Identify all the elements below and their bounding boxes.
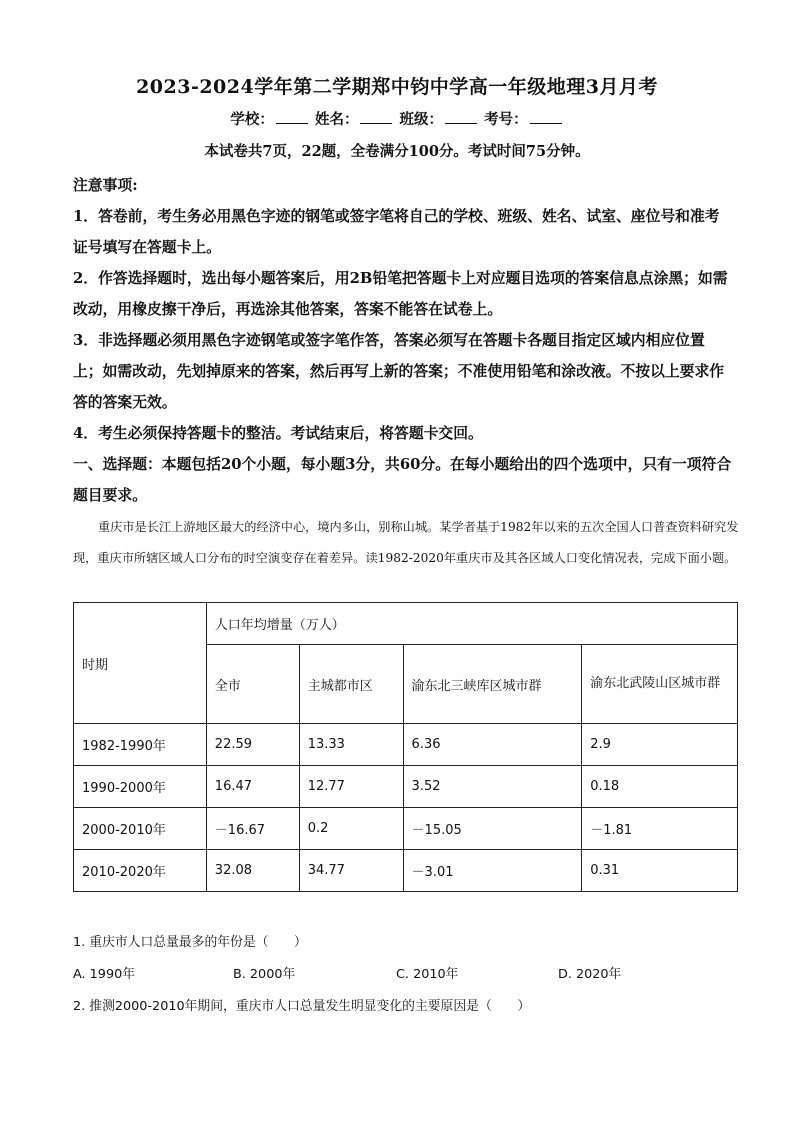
value-cell: 32.08 [206, 850, 299, 892]
q1-option-b[interactable]: B. 2000年 [233, 967, 296, 982]
value-cell: 0.31 [582, 850, 738, 892]
value-cell: 3.52 [403, 766, 582, 808]
section-heading: 一、选择题：本题包括20个小题，每小题3分，共60分。在每小题给出的四个选项中，只有一项符合题目要求。 [73, 456, 732, 504]
exam-number-label: 考号： [484, 111, 528, 128]
value-cell: 0.2 [299, 808, 403, 850]
group-header: 人口年均增量（万人） [206, 603, 737, 645]
table-row [74, 724, 738, 766]
note-item-2: 2．作答选择题时，选出每小题答案后，用2B铅笔把答题卡上对应题目选项的答案信息点涂黑；如需改动，用橡皮擦干净后，再选涂其他答案，答案不能答在试卷上。 [73, 270, 728, 318]
value-cell: 6.36 [403, 724, 582, 766]
school-label: 学校： [230, 111, 274, 128]
q1-option-c[interactable]: C. 2010年 [396, 967, 459, 982]
value-cell: 12.77 [299, 766, 403, 808]
name-label: 姓名： [314, 111, 359, 128]
name-blank[interactable] [360, 110, 392, 124]
period-cell: 2000-2010年 [74, 808, 207, 850]
value-cell: －3.01 [403, 850, 582, 892]
class-label: 班级： [399, 111, 444, 128]
passage-text: 重庆市是长江上游地区最大的经济中心，境内多山，别称山城。某学者基于1982年以来的五次全国人口普查资料研究发现，重庆市所辖区域人口分布的时空演变存在着差异。读1982-2020年重庆市及其各区域人口变化情况表，完成下面小题。 [73, 520, 739, 565]
class-blank[interactable] [445, 110, 477, 124]
exam-number-blank[interactable] [530, 110, 562, 124]
q1-option-d[interactable]: D. 2020年 [558, 967, 622, 982]
notes-heading: 注意事项: [73, 177, 138, 194]
column-header: 主城都市区 [299, 645, 403, 724]
q1-option-a[interactable]: A. 1990年 [73, 967, 136, 982]
value-cell: 16.47 [206, 766, 299, 808]
value-cell: 2.9 [582, 724, 738, 766]
period-header: 时期 [74, 603, 207, 724]
exam-title: 2023-2024学年第二学期郑中钧中学高一年级地理3月月考 [136, 76, 658, 98]
note-item-4: 4．考生必须保持答题卡的整洁。考试结束后，将答题卡交回。 [73, 425, 483, 442]
question-1: 1. 重庆市人口总量最多的年份是（ ） [73, 935, 307, 950]
value-cell: 34.77 [299, 850, 403, 892]
column-header: 渝东北三峡库区城市群 [403, 645, 582, 724]
population-table [73, 602, 738, 892]
note-item-1: 1．答卷前，考生务必用黑色字迹的钢笔或签字笔将自己的学校、班级、姓名、试室、座位号和准考证号填写在答题卡上。 [73, 208, 720, 256]
notes-section [73, 170, 733, 511]
value-cell: －1.81 [582, 808, 738, 850]
value-cell: －16.67 [206, 808, 299, 850]
exam-intro: 本试卷共7页，22题，全卷满分100分。考试时间75分钟。 [204, 143, 590, 160]
school-blank[interactable] [276, 110, 308, 124]
value-cell: 0.18 [582, 766, 738, 808]
period-cell: 1990-2000年 [74, 766, 207, 808]
note-item-3: 3．非选择题必须用黑色字迹钢笔或签字笔作答，答案必须写在答题卡各题目指定区域内相应位置上；如需改动，先划掉原来的答案，然后再写上新的答案；不准使用铅笔和涂改液。不按以上要求作答的答案无效。 [73, 332, 725, 411]
period-cell: 2010-2020年 [74, 850, 207, 892]
value-cell: 13.33 [299, 724, 403, 766]
value-cell: －15.05 [403, 808, 582, 850]
value-cell: 22.59 [206, 724, 299, 766]
question-2: 2. 推测2000-2010年期间，重庆市人口总量发生明显变化的主要原因是（ ） [73, 999, 531, 1014]
table-row [74, 808, 738, 850]
period-cell: 1982-1990年 [74, 724, 207, 766]
table-row [74, 850, 738, 892]
column-header: 全市 [206, 645, 299, 724]
column-header: 渝东北武陵山区城市群 [582, 645, 738, 724]
table-row [74, 766, 738, 808]
student-info-line [0, 108, 794, 129]
reading-passage [73, 512, 739, 573]
